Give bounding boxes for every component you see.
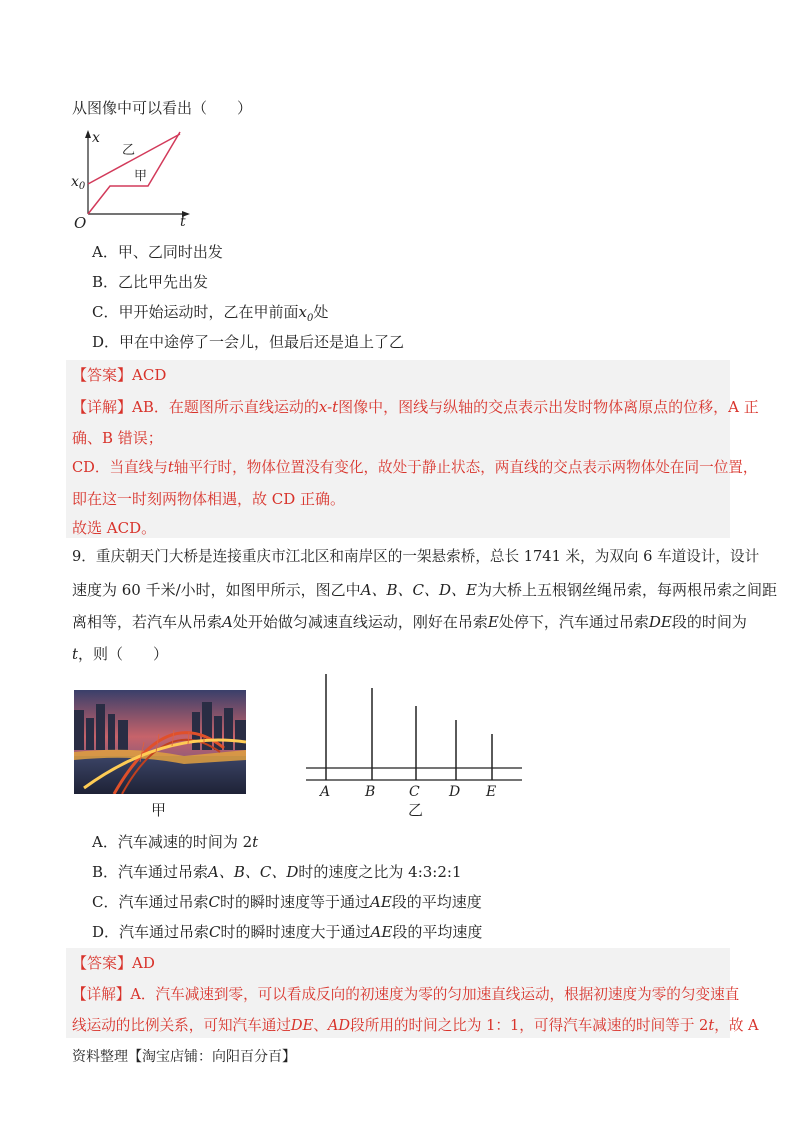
- q9-option-b: B．汽车通过吊索A、B、C、D时的速度之比为 4:3:2:1: [92, 863, 462, 881]
- q9-option-d: D．汽车通过吊索C时的瞬时速度大于通过AE段的平均速度: [92, 923, 483, 941]
- graph-x0-label: $x_0$: [71, 174, 86, 192]
- q8-detail-line2: 确、B 错误；: [72, 429, 163, 447]
- diagram-caption-yi: 乙: [408, 801, 424, 819]
- q9-line4: t，则（ ）: [72, 645, 169, 663]
- cable-label-a: A: [320, 784, 331, 800]
- graph-t-label: t: [180, 214, 186, 230]
- cable-label-e: E: [486, 784, 497, 800]
- q8-detail-line1: 【详解】AB．在题图所示直线运动的x-t图像中，图线与纵轴的交点表示出发时物体离原点的位移，A 正: [72, 398, 759, 416]
- q9-detail-line1: 【详解】A．汽车减速到零，可以看成反向的初速度为零的匀加速直线运动，根据初速度为零的匀变速直: [72, 986, 740, 1003]
- page-footer: 资料整理【淘宝店铺：向阳百分百】: [72, 1049, 296, 1065]
- q9-line2: 速度为 60 千米/小时，如图甲所示，图乙中A、B、C、D、E为大桥上五根钢丝绳吊索，每两根吊索之间距: [72, 581, 778, 599]
- cable-diagram: [300, 670, 526, 804]
- x-t-graph: [70, 128, 200, 230]
- q8-option-b: B．乙比甲先出发: [92, 273, 209, 291]
- cable-label-b: B: [365, 784, 376, 800]
- graph-label-yi: 乙: [122, 143, 136, 158]
- q9-line3: 离相等，若汽车从吊索A处开始做匀减速直线运动，刚好在吊索E处停下，汽车通过吊索DE段的时间为: [72, 613, 747, 631]
- graph-x-label: x: [92, 130, 100, 146]
- cable-label-c: C: [409, 784, 420, 800]
- q9-option-a: A．汽车减速的时间为 2t: [92, 833, 259, 851]
- photo-water: [74, 756, 246, 794]
- q8-detail-line5: 故选 ACD。: [72, 519, 157, 537]
- q8-option-c: C．甲开始运动时，乙在甲前面$x_0$处: [92, 303, 329, 324]
- q8-stem: 从图像中可以看出（ ）: [72, 99, 253, 117]
- photo-caption-jia: 甲: [151, 801, 167, 819]
- q9-line1: 9．重庆朝天门大桥是连接重庆市江北区和南岸区的一架悬索桥，总长 1741 米，为双向 6 车道设计，设计: [72, 548, 760, 565]
- q8-answer: 【答案】ACD: [72, 366, 167, 384]
- q8-option-a: A．甲、乙同时出发: [92, 243, 223, 261]
- q8-answer-box: [66, 360, 730, 538]
- bridge-photo: [74, 690, 246, 794]
- q8-option-d: D．甲在中途停了一会儿，但最后还是追上了乙: [92, 333, 405, 351]
- q8-detail-line4: 即在这一时刻两物体相遇，故 CD 正确。: [72, 490, 346, 508]
- cable-label-d: D: [449, 784, 461, 800]
- graph-x-arrow: [85, 130, 91, 138]
- q8-detail-line3: CD．当直线与t轴平行时，物体位置没有变化，故处于静止状态，两直线的交点表示两物体处在同一位置，: [72, 459, 758, 476]
- graph-origin-label: O: [74, 214, 87, 230]
- graph-label-jia: 甲: [134, 169, 148, 184]
- q9-detail-line2: 线运动的比例关系，可知汽车通过DE、AD段所用的时间之比为 1：1，可得汽车减速的时间等于 2t，故 A: [72, 1017, 759, 1034]
- q9-answer: 【答案】AD: [72, 954, 155, 972]
- q9-option-c: C．汽车通过吊索C时的瞬时速度等于通过AE段的平均速度: [92, 893, 482, 911]
